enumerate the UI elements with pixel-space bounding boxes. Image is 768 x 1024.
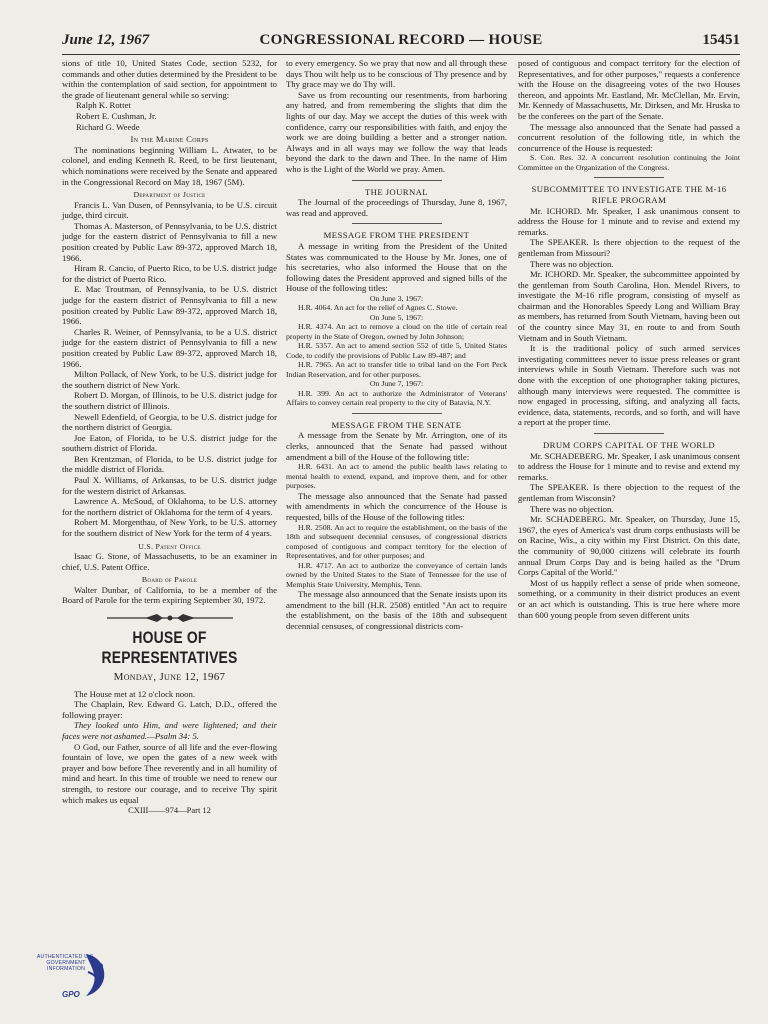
section-rule xyxy=(352,180,442,181)
column-1 xyxy=(62,58,277,816)
justice-item: Ben Krentzman, of Florida, to be U.S. district judge for the middle district of Florida. xyxy=(62,453,277,475)
paragraph-prayer: O God, our Father, source of all life and the ever-flowing fountain of love, we open the gates of a new week with prayer and bow before Thee reverently and in all humility of mind and heart. In this time of trouble we need to renew our strength, to restore our courage, and to receive Thy spirit which makes us equal xyxy=(62,741,277,805)
section-rule xyxy=(594,433,664,434)
paragraph-sions: sions of title 10, United States Code, section 5232, for commands and other duties determined by the President to be within the contemplation of said section, for appointment to the grade of lieutenant general while so serving: xyxy=(62,58,277,100)
bill-hr2508: H.R. 2508. An act to require the establishment, on the basis of the 18th and subsequent decennial censuses, of congressional districts composed of contiguous and compact territory for the election of Representatives, and for other purposes; and xyxy=(286,522,507,561)
paragraph-insists: The message also announced that the Senate insists upon its amendment to the bill (H.R. 2508) entitled "An act to require the establishment, on the basis of the 18th and subsequent decennial censuses, of congressional districts com- xyxy=(286,589,507,631)
paragraph-amendments: The message also announced that the Senate had passed with amendments in which the concurrence of the House is requested, bills of the House of the following titles: xyxy=(286,490,507,522)
paragraph-concurrent: The message also announced that the Senate had passed a concurrent resolution of the following title, in which the concurrence of the House is requested: xyxy=(518,121,740,153)
justice-item: Francis L. Van Dusen, of Pennsylvania, to be U.S. circuit judge, third circuit. xyxy=(62,199,277,221)
page-header xyxy=(62,32,740,54)
header-page-number: 15451 xyxy=(702,32,740,48)
bill-hr4374: H.R. 4374. An act to remove a cloud on the title of certain real property in the State of Oregon, owned by John Johnson; xyxy=(286,322,507,341)
bill-hr399: H.R. 399. An act to authorize the Administrator of Veterans' Affairs to convey certain real property to the city of Batavia, N.Y. xyxy=(286,388,507,408)
paragraph-speaker-objection: The SPEAKER. Is there objection to the request of the gentleman from Wisconsin? xyxy=(518,482,740,503)
house-of-representatives-title: HOUSE OF REPRESENTATIVES xyxy=(101,628,238,667)
paragraph-traditional-policy: It is the traditional policy of such armed services investigating committees never to issue press releases or grant interviews while in South Vietnam. Therefore such was not done with the exception of one photographer taking pictures, although many interviews were requested. The committee is now engaged in processing, sifting, and analyzing all facts, evidence, data, statements, records, and so forth, and will have a report at the proper time. xyxy=(518,343,740,428)
marine-corps-heading: In the Marine Corps xyxy=(130,134,209,145)
logo-caption: AUTHENTICATED U.S. GOVERNMENT INFORMATION xyxy=(36,954,96,972)
paragraph-marine: The nominations beginning William L. Atwater, to be colonel, and ending Kenneth R. Reed, to be first lieutenant, which nominations were received by the Senate and appeared in the Congressional Record on May 18, 1967 (5M). xyxy=(62,144,277,187)
section-rule xyxy=(352,223,442,224)
date-june-5: On June 5, 1967: xyxy=(369,312,424,322)
justice-item: E. Mac Troutman, of Pennsylvania, to be U.S. district judge for the eastern district of Pennsylvania to fill a new position created by Public Law 89-372, approved March 18, 1966. xyxy=(62,284,277,327)
paragraph-most-of-us: Most of us happily reflect a sense of pride when someone, something, or a community in their district produces an event or an act which is outstanding. This is true here where more than 600 young people from seven different units xyxy=(518,577,740,620)
ornament-divider xyxy=(62,612,277,624)
column-3 xyxy=(518,58,740,620)
paragraph-house-met: The House met at 12 o'clock noon. xyxy=(74,688,195,699)
name-rottet: Ralph K. Rottet xyxy=(76,100,131,111)
justice-heading: Department of Justice xyxy=(133,190,206,200)
name-weede: Richard G. Weede xyxy=(76,121,140,132)
justice-item: Thomas A. Masterson, of Pennsylvania, to be U.S. district judge for the eastern district of Pennsylvania to fill a new position created by Public Law 89-372, approved March 18, 1966. xyxy=(62,220,277,263)
volume-reference: CXIII——974—Part 12 xyxy=(128,805,211,816)
date-june-3: On June 3, 1967: xyxy=(369,293,424,303)
name-list xyxy=(62,100,277,132)
paragraph-schadeberg-remarks: Mr. SCHADEBERG. Mr. Speaker, on Thursday, June 15, 1967, the eyes of America's vast drum corps enthusiasts will be on Racine, Wis., a city within my First District. On this date, the community of 90,000 citizens will celebrate its fourth annual Drum Corps Day and is being hailed as the "Drum Corps Capital of the World." xyxy=(518,514,740,578)
paragraph-patent: Isaac G. Stone, of Massachusetts, to be an examiner in chief, U.S. Patent Office. xyxy=(62,551,277,572)
justice-item: Paul X. Williams, of Arkansas, to be U.S. district judge for the western district of Arkansas. xyxy=(62,475,277,496)
paragraph-no-objection: There was no objection. xyxy=(530,258,614,269)
patent-office-heading: U.S. Patent Office xyxy=(138,541,201,551)
justice-item: Joe Eaton, of Florida, to be U.S. district judge for the southern district of Florida. xyxy=(62,432,277,454)
paragraph-journal: The Journal of the proceedings of Thursday, June 8, 1967, was read and approved. xyxy=(286,197,507,218)
bill-hr4717: H.R. 4717. An act to authorize the conveyance of certain lands owned by the United States to the State of Tennessee for the use of Memphis State University, Memphis, Tenn. xyxy=(286,560,507,589)
justice-item: Hiram R. Cancio, of Puerto Rico, to be U.S. district judge for the district of Puerto Rico. xyxy=(62,263,277,284)
paragraph-chaplain: The Chaplain, Rev. Edward G. Latch, D.D., offered the following prayer: xyxy=(62,699,277,720)
message-from-senate-heading: MESSAGE FROM THE SENATE xyxy=(331,419,462,430)
paragraph-no-objection: There was no objection. xyxy=(530,503,614,514)
header-date: June 12, 1967 xyxy=(62,32,150,48)
name-cushman: Robert E. Cushman, Jr. xyxy=(76,110,157,121)
justice-list xyxy=(62,200,277,539)
paragraph-ichord-request: Mr. ICHORD. Mr. Speaker, I ask unanimous consent to address the House for 1 minute and to revise and extend my remarks. xyxy=(518,205,740,237)
bill-hr4064: H.R. 4064. An act for the relief of Agnes C. Stowe. xyxy=(298,303,458,313)
bill-hr5357: H.R. 5357. An act to amend section 552 of title 5, United States Code, to codify the provisions of Public Law 89-487; and xyxy=(286,341,507,360)
m16-subcommittee-heading: SUBCOMMITTEE TO INVESTIGATE THE M-16 RIFLE PROGRAM xyxy=(531,184,727,205)
justice-item: Milton Pollack, of New York, to be U.S. district judge for the southern district of New York. xyxy=(62,369,277,390)
justice-item: Newell Edenfield, of Georgia, to be U.S. district judge for the northern district of Georgia. xyxy=(62,411,277,433)
drum-corps-heading: DRUM CORPS CAPITAL OF THE WORLD xyxy=(542,440,716,450)
bill-hr6431: H.R. 6431. An act to amend the public health laws relating to mental health to extend, expand, and improve them, and for other purposes. xyxy=(286,462,507,491)
paragraph-president: A message in writing from the President of the United States was communicated to the House by Mr. Jones, one of his secretaries, who also informed the House that on the following dates the President approved and signed bills of the House of the following titles: xyxy=(286,240,507,294)
date-june-7: On June 7, 1967: xyxy=(369,379,424,389)
board-of-parole-heading: Board of Parole xyxy=(141,575,198,585)
scripture-verse: They looked unto Him, and were lightened; and their faces were not ashamed.—Psalm 34: 5. xyxy=(62,720,277,741)
justice-item: Robert M. Morgenthau, of New York, to be U.S. attorney for the southern district of New York for the term of 4 years. xyxy=(62,517,277,539)
session-date: Monday, June 12, 1967 xyxy=(113,671,226,683)
paragraph-speaker-objection: The SPEAKER. Is there objection to the request of the gentleman from Missouri? xyxy=(518,237,740,258)
paragraph-save-us: Save us from recounting our resentments, from harboring any hatred, and from remembering the slights that dim the lights of our day. May we accept the duties of this week with confidence, carry our responsibilities with faith, and enjoy the work we are doing building a better and a stronger nation. Always and in all ways may we follow the way that leads beyond the dark to the dawn and Thee. In the name of Him who is the Light of the World we pray. Amen. xyxy=(286,89,507,174)
paragraph-schadeberg-request: Mr. SCHADEBERG. Mr. Speaker, I ask unanimous consent to address the House for 1 minute and to revise and extend my remarks. xyxy=(518,450,740,482)
logo-gpo-label: GPO xyxy=(62,990,80,999)
gpo-authenticated-logo xyxy=(28,944,118,1018)
bill-hr7965: H.R. 7965. An act to transfer title to tribal land on the Fort Peck Indian Reservation, and for other purposes. xyxy=(286,360,507,379)
paragraph-parole: Walter Dunbar, of California, to be a member of the Board of Parole for the term expiring September 30, 1972. xyxy=(62,584,277,606)
justice-item: Lawrence A. McSoud, of Oklahoma, to be U.S. attorney for the northern district of Oklahoma for the term of 4 years. xyxy=(62,496,277,517)
justice-item: Robert D. Morgan, of Illinois, to be U.S. district judge for the southern district of Illinois. xyxy=(62,390,277,411)
paragraph-ichord-report: Mr. ICHORD. Mr. Speaker, the subcommittee appointed by the gentleman from South Carolina, Hon. Mendel Rivers, to investigate the M-16 rifle program, consisting of myself as chairman and the Honorables Speedy Long and William Bray as members, has returned from South Vietnam, having been out of the country since May 31, en route to and from South Vietnam and in South Vietnam. xyxy=(518,269,740,343)
section-rule xyxy=(352,413,442,414)
section-rule xyxy=(594,177,664,178)
paragraph-senate: A message from the Senate by Mr. Arrington, one of its clerks, announced that the Senate had passed without amendment a bill of the House of the following title: xyxy=(286,430,507,462)
journal-heading: THE JOURNAL xyxy=(364,186,429,197)
paragraph-conferees: posed of contiguous and compact territory for the election of Representatives, and for other purposes," requests a conference with the House on the disagreeing votes of the two Houses thereon, and appoints Mr. Eastland, Mr. McClellan, Mr. Ervin, Mr. Kennedy of Massachusetts, Mr. Dirksen, and Mr. Hruska to be the conferees on the part of the Senate. xyxy=(518,58,740,121)
resolution-scon32: S. Con. Res. 32. A concurrent resolution continuing the Joint Committee on the Organization of the Congress. xyxy=(518,153,740,172)
column-2 xyxy=(286,58,507,631)
header-rule xyxy=(62,54,740,55)
header-title: CONGRESSIONAL RECORD — HOUSE xyxy=(259,32,543,48)
message-from-president-heading: MESSAGE FROM THE PRESIDENT xyxy=(323,230,470,241)
paragraph-prayer-continued: to every emergency. So we pray that now and all through these days Thou wilt help us to be conscious of Thy presence and by Thy grace may we do Thy will. xyxy=(286,58,507,90)
justice-item: Charles R. Weiner, of Pennsylvania, to be a U.S. district judge for the eastern district of Pennsylvania to fill a new position created by Public Law 89-372, approved March 18, 1966. xyxy=(62,326,277,369)
